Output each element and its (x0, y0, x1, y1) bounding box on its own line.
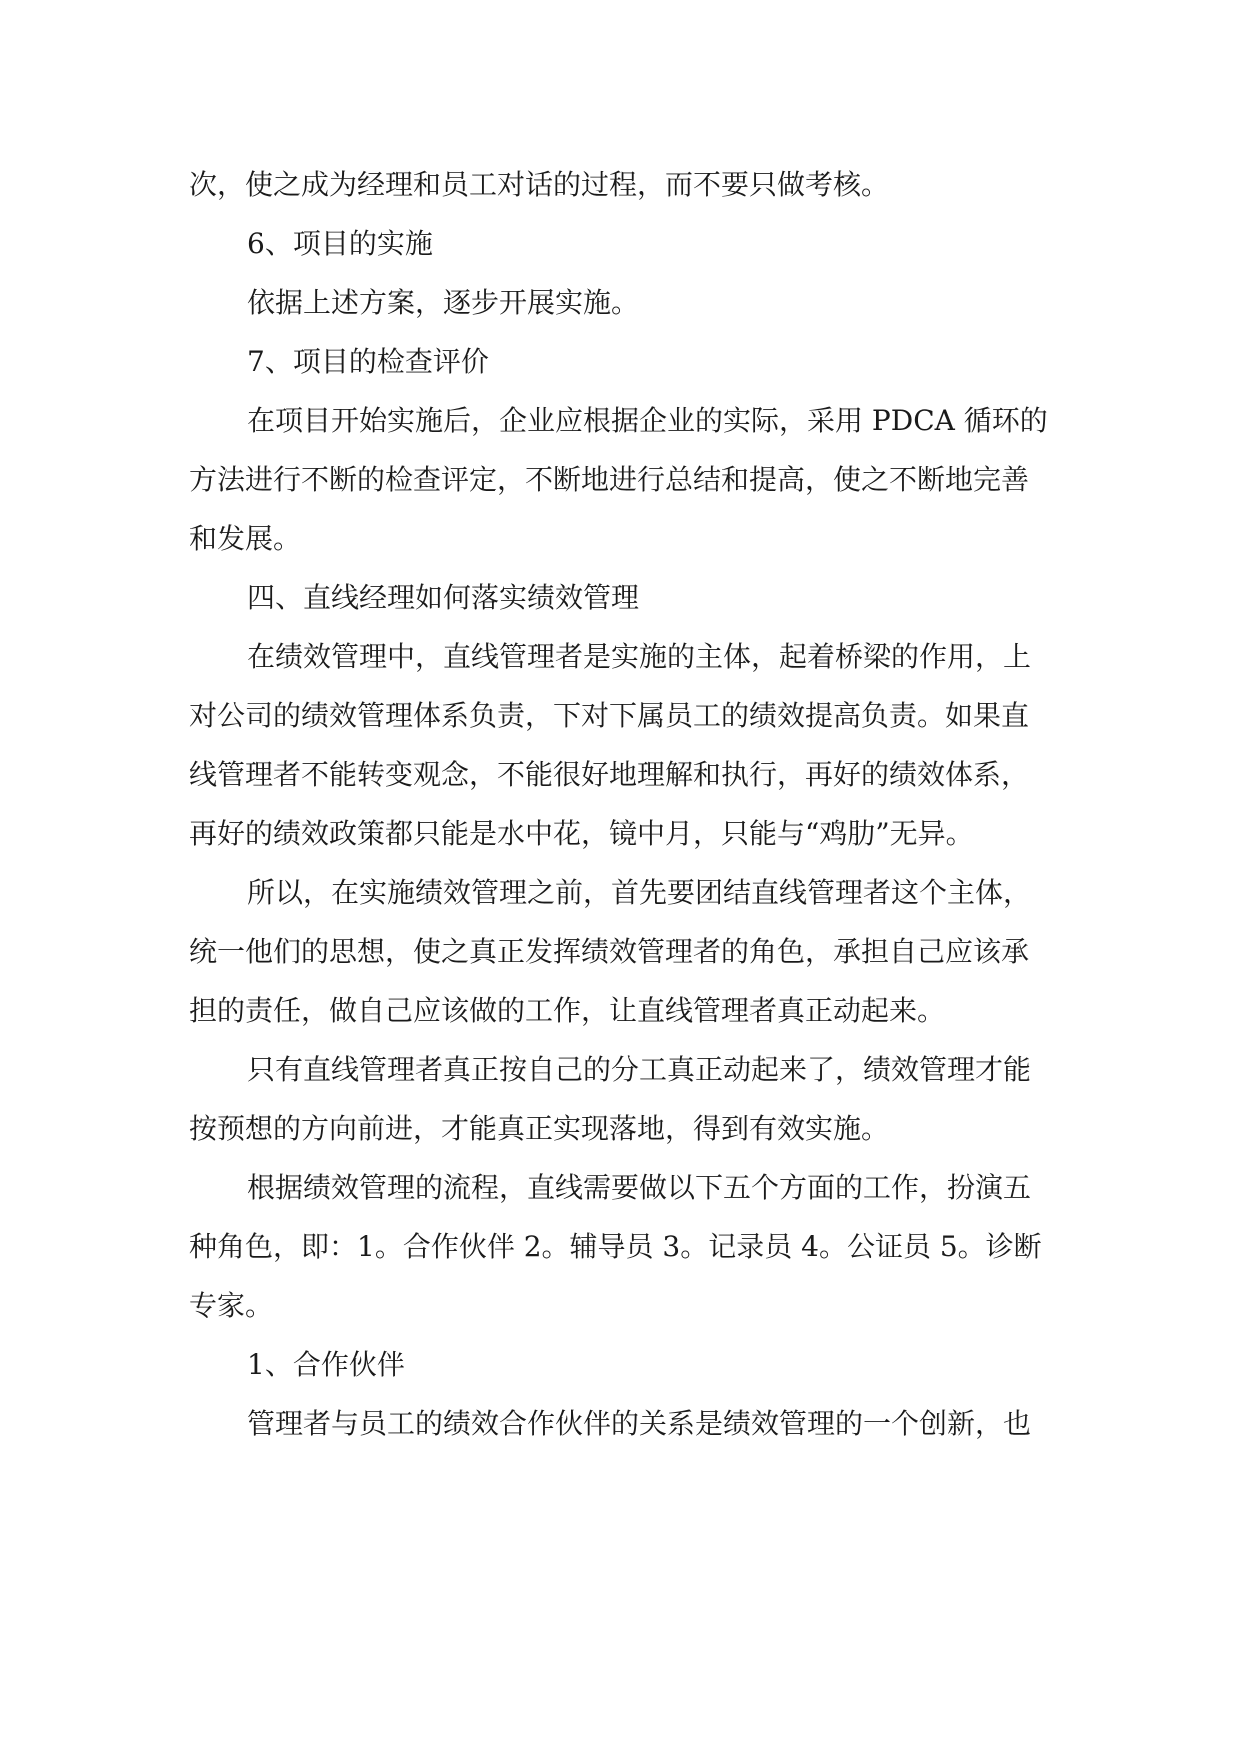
paragraph-line: 次，使之成为经理和员工对话的过程，而不要只做考核。 (189, 168, 890, 201)
paragraph-line: 再好的绩效政策都只能是水中花，镜中月，只能与“鸡肋”无异。 (189, 817, 974, 850)
paragraph-line: 管理者与员工的绩效合作伙伴的关系是绩效管理的一个创新，也 (247, 1407, 1032, 1440)
section-heading: 四、直线经理如何落实绩效管理 (247, 581, 640, 614)
paragraph-line: 所以，在实施绩效管理之前，首先要团结直线管理者这个主体， (247, 876, 1032, 909)
paragraph-line: 担的责任，做自己应该做的工作，让直线管理者真正动起来。 (189, 994, 946, 1027)
section-heading: 7、项目的检查评价 (247, 345, 489, 378)
paragraph-line: 线管理者不能转变观念，不能很好地理解和执行，再好的绩效体系， (189, 758, 1030, 791)
paragraph-line: 和发展。 (189, 522, 302, 555)
paragraph-line: 方法进行不断的检查评定，不断地进行总结和提高，使之不断地完善 (189, 463, 1030, 496)
section-heading: 1、合作伙伴 (247, 1348, 405, 1381)
paragraph-line: 在项目开始实施后，企业应根据企业的实际，采用 PDCA 循环的 (247, 404, 1048, 437)
paragraph-line: 依据上述方案，逐步开展实施。 (247, 286, 640, 319)
paragraph-line: 根据绩效管理的流程，直线需要做以下五个方面的工作，扮演五 (247, 1171, 1032, 1204)
paragraph-line: 对公司的绩效管理体系负责，下对下属员工的绩效提高负责。如果直 (189, 699, 1030, 732)
paragraph-line: 种角色，即：1。合作伙伴 2。辅导员 3。记录员 4。公证员 5。诊断 (189, 1230, 1042, 1263)
paragraph-line: 统一他们的思想，使之真正发挥绩效管理者的角色，承担自己应该承 (189, 935, 1030, 968)
paragraph-line: 专家。 (189, 1289, 274, 1322)
paragraph-line: 按预想的方向前进，才能真正实现落地，得到有效实施。 (189, 1112, 890, 1145)
paragraph-line: 在绩效管理中，直线管理者是实施的主体，起着桥梁的作用，上 (247, 640, 1032, 673)
paragraph-line: 只有直线管理者真正按自己的分工真正动起来了，绩效管理才能 (247, 1053, 1032, 1086)
section-heading: 6、项目的实施 (247, 227, 433, 260)
document-body (189, 155, 1051, 1453)
